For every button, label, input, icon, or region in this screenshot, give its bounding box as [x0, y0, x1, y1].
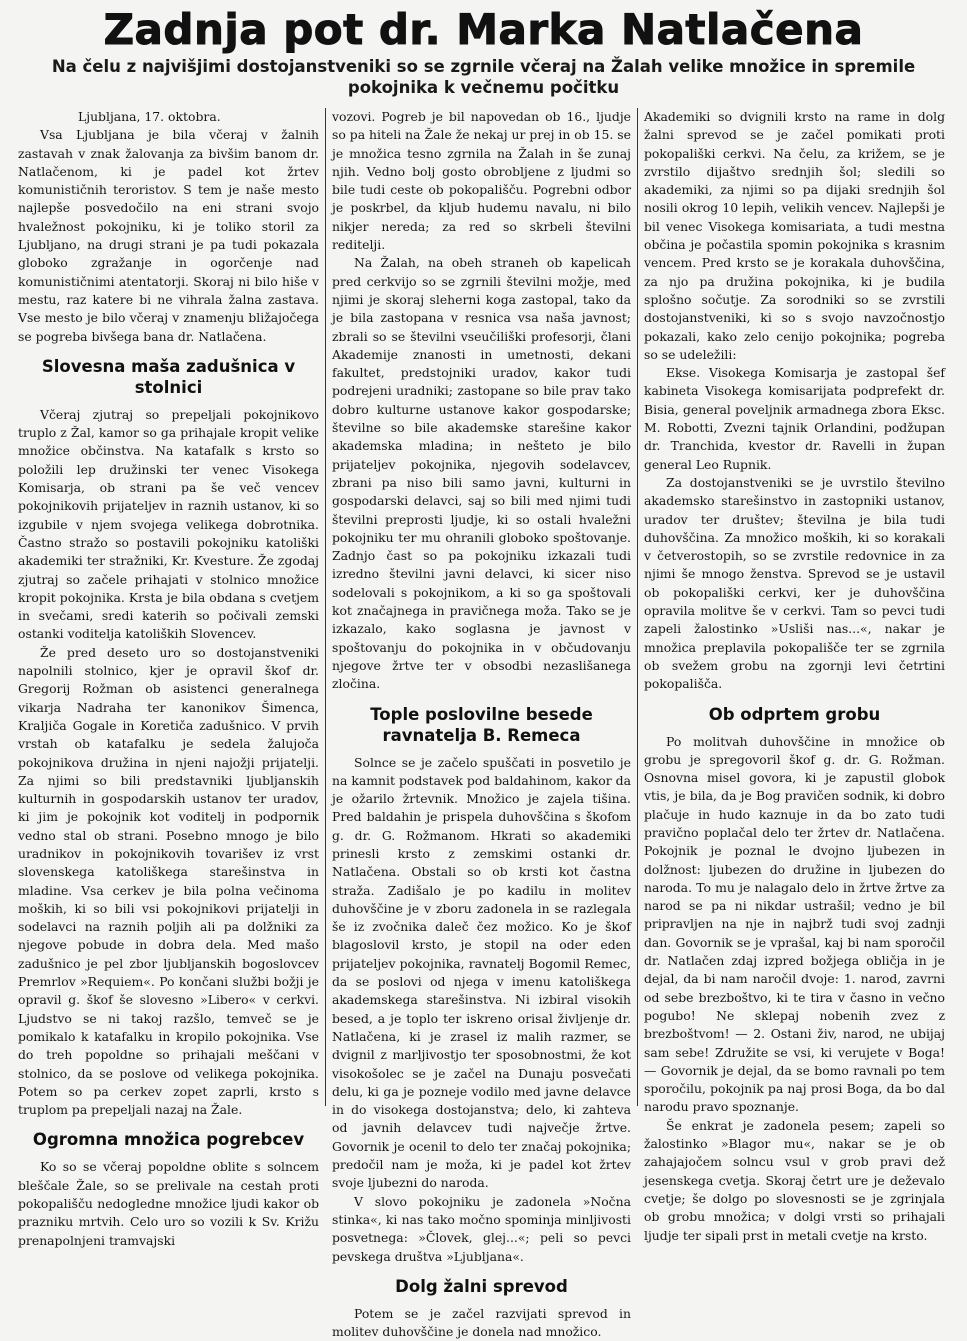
paragraph: V slovo pokojniku je zadonela »Nočna stinka«, ki nas tako močno spominja minljivosti posvetnega: »Človek, glej...«; peli so pevci pevskega društva »Ljubljana«. [332, 1193, 631, 1264]
paragraph: Po molitvah duhovščine in množice ob grobu je spregovoril škof g. dr. G. Rožman. Osnovna misel govora, ki je zapustil globok vtis, je bila, da je Bog pravičen sodnik, ki dobro plačuje in hudo kaznuje in da bo zato tudi pravično poplačal delo ter žrtev dr. Natlačena. Pokojnik je poznal le dvojno ljubezen in dolžnost: ljubezen do družine in ljubezen do naroda. To mu je nalagalo delo in žrtve žrtve za narod se pa ni nikdar ustrašil; vedno je bil pripravljen na nje in najbrž tudi svoj zadnji dan. Govornik se je vprašal, kaj bi nam sporočil dr. Natlačen zdaj izpred božjega obličja in je dejal, da bi nam naročil dvoje: 1. narod, zavrni od sebe brezboštvo, ki te tira v časno in večno pogubo! Ne sklepaj nobenih zvez z brezboštvom! — 2. Ostani živ, narod, ne ubijaj sam sebe! Združite se vsi, ki verujete v Boga! — Govornik je dejal, da se bomo ravnali po tem sporočilu, pokojnik pa naj prosi Boga, da bo dal narodu pravo spoznanje. [644, 733, 945, 1115]
paragraph: Akademiki so dvignili krsto na rame in dolg žalni sprevod se je začel pomikati proti pokopališki cerkvi. Na čelu, za križem, se je zvrstilo dijaštvo srednjih šol; sledili so akademiki, za njimi so pa dijaki srednjih šol nosili okrog 10 lepih, velikih vencev. Najlepši je bil venec Visokega komisariata, a tudi mestna občina je počastila spomin pokojnika s krasnim vencem. Pred krsto se je korakala duhovščina, za njo pa družina pokojnika, ki je budila splošno sočutje. Za sorodniki so se zvrstili dostojanstveniki, ki so s svojo navzočnostjo pokazali, kako zelo cenijo pokojnika; pogreba so se udeležili: [644, 109, 945, 362]
section-heading: Slovesna maša zadušnica v stolnici [41, 356, 296, 397]
column-1 [12, 108, 325, 1248]
paragraph: vozovi. Pogreb je bil napovedan ob 16., ljudje so pa hiteli na Žale že nekaj ur prej in ob 15. se je množica tesno zgrnila na Žalah in še zunaj njih. Vedno bolj gosto obrobljene z ljudmi so bile tudi ceste ob pokopališču. Pogrebni odbor je poskrbel, da kljub hudemu navalu, ni bilo nikjer nereda; za red so skrbeli številni reditelji. [332, 109, 631, 253]
paragraph: Včeraj zjutraj so prepeljali pokojnikovo truplo z Žal, kamor so ga prihajale kropit velike množice občinstva. Na katafalk s krsto so položili lep družinski ter venec Visokega Komisarja, ob strani pa še več vencev pokojnikovih prijateljev in raznih ustanov, ki so izgubile v njem svojega velikega dobrotnika. Častno stražo so postavili pokojniku katoliški akademiki ter stražniki, Kr. Kvesture. Že zgodaj zjutraj so začele prihajati v stolnico množice kropit pokojnika. Krsta je bila obdana s cvetjem in svečami, sredi katerih so počivali zemski ostanki voditelja katoliških Slovencev. [18, 406, 319, 642]
paragraph: Potem se je začel razvijati sprevod in molitev duhovščine je donela nad množico. [332, 1305, 631, 1340]
column-2 [325, 108, 638, 1340]
paragraph: Ko so se včeraj popoldne oblite s solncem bleščale Žale, so se prelivale na cestah proti pokopališču nedogledne množice ljudi kakor ob prazniku mrtvih. Celo uro so vozili k Sv. Križu prenapolnjeni tramvajski [18, 1159, 319, 1248]
section-heading: Ogromna množica pogrebcev [32, 1130, 305, 1150]
paragraph: Še enkrat je zadonela pesem; zapeli so žalostinko »Blagor mu«, nakar se je ob zahajajočem solncu vsul v grob pravi dež jesenskega cvetja. Skoraj četrt ure je deževalo cvetje; še dolgo po slovesnosti se je zgrinjala ob grobu množica; v dolgi vrsti so prihajali ljudje ter sipali prst in metali cvetje na krsto. [644, 1117, 945, 1243]
section-heading: Ob odprtem grobu [708, 704, 881, 724]
paragraph: Na Žalah, na obeh straneh ob kapelicah pred cerkvijo so se zgrnili številni možje, med njimi je skoraj sleherni koga zastopal, tako da je bila zastopana v resnica vsa naša javnost; zbrali so se številni vseučiliški profesorji, člani Akademije znanosti in umetnosti, dekani fakultet, predstojniki uradov, kakor tudi podrejeni uradniki; zastopane so bile prav tako dobro kulturne ustanove kakor gospodarske; številne so bile akademske starešine kakor akademska mladina; in nešteto je bilo prijateljev pokojnika, njegovih sodelavcev, zbrani pa niso bili samo javni, kulturni in gospodarski delavci, saj so bili med njimi tudi številni preprosti ljudje, ki so ostali hvaležni pokojniku ter mu ohranili globoko spoštovanje. Zadnjo čast so pa pokojniku izkazali tudi izredno številni javni delavci, ki sicer niso sodelovali s pokojnikom, a ki so ga spoštovali kot značajnega in pravičnega moža. Tako se je izkazalo, kako soglasna je javnost v spoštovanju do pokojnika in v občudovanju njegove žrtve ter v obsodbi nezaslišanega zločina. [332, 255, 631, 692]
paragraph: Za dostojanstveniki se je uvrstilo številno akademsko starešinstvo in zastopniki ustanov, uradov ter društev; številna je bila tudi duhovščina. Za množico moških, ki so korakali v četverostopih, so se zvrstile redovnice in za njimi še mnogo ženstva. Sprevod se je ustavil ob pokopališki cerkvi, ker je duhovščina opravila molitve še v cerkvi. Tam so pevci tudi zapeli žalostinko »Usliši nas...«, nakar je množica preplavila pokopališče ter se zgrnila ob svežem grobu na zgornji levi četrtini pokopališča. [644, 474, 945, 692]
paragraph: Ekse. Visokega Komisarja je zastopal šef kabineta Visokega komisarijata podprefekt dr. Bisia, general poveljnik armadnega zbora Eksc. M. Robotti, Zvezni tajnik Orlandini, podžupan dr. Tranchida, kvestor dr. Ravelli in župan general Leo Rupnik. [644, 365, 945, 472]
paragraph: Že pred deseto uro so dostojanstveniki napolnili stolnico, kjer je opravil škof dr. Gregorij Rožman ob asistenci generalnega vikarja Nadraha ter kanonikov Šimenca, Kraljiča Gogale in Koretiča zadušnico. V prvih vrstah ob katafalku je sedela žalujoča pokojnikova družina in njeni najožji prijatelji. Za njimi so bili predstavniki ljubljanskih kulturnih in gospodarskih ustanov ter uradov, ki jim je pokojnik kot voditelj in podpornik vedno stal ob strani. Posebno mnogo je bilo uradnikov in pokojnikovih tovarišev iz vrst slovenskega katoliškega starešinstva in mladine. Vsa cerkev je bila polna večinoma moških, ki so bili vsi pokojnikovi prijatelji in sodelavci na raznih poljih ali pa dolžniki za njegove pobude in dobra dela. Med mašo zadušnico je pel zbor ljubljanskih bogoslovcev Premrlov »Requiem«. Po končani službi božji je opravil g. škof še slovesno »Libero« v cerkvi. Ljudstvo se ni takoj razšlo, temveč se je pomikalo k katafalku in kropilo pokojnika. Vse do treh popoldne so prihajali meščani v stolnico, da se poslove od velikega pokojnika. Potem so pa cerkev zopet zaprli, krsto s truplom pa prepeljali nazaj na Žale. [18, 644, 319, 1118]
column-3 [638, 108, 951, 1243]
section-heading: Dolg žalni sprevod [395, 1276, 568, 1296]
section-heading: Tople poslovilne besede ravnatelja B. Remeca [370, 704, 593, 745]
paragraph: Solnce se je začelo spuščati in posvetilo je na kamnit podstavek pod baldahinom, kakor da je ožarilo žrtevnik. Množico je zajela tišina. Pred baldahin je prispela duhovščina s škofom g. dr. G. Rožmanom. Hkrati so akademiki prinesli krsto z zemskimi ostanki dr. Natlačena. Obstali so ob krsti kot častna straža. Zadišalo je po kadilu in molitev duhovščine je v zboru zadonela in se razlegala še iz zvočnika daleč čez možico. Ko je škof blagoslovil krsto, je stopil na oder eden prijateljev pokojnika, ravnatelj Bogomil Remec, da se poslovi od njega v imenu katoliškega akademskega starešinstva. Ni izbiral visokih besed, a je toplo ter iskreno orisal življenje dr. Natlačena, ki je zrasel iz malih razmer, se dvignil z marljivostjo ter sposobnostmi, že kot visokošolec se je začel na Dunaju posvečati delu, ki ga je pozneje vodilo med javne delavce in do visokega dostojanstva; delo, ki zahteva od javnih delavcev tudi največje žrtve. Govornik je ocenil to delo ter značaj pokojnika; predočil nam je moža, ki je padel kot žrtev svoje ljubezni do naroda. [332, 754, 631, 1191]
dateline: Ljubljana, 17. oktobra. [78, 109, 221, 124]
paragraph: Vsa Ljubljana je bila včeraj v žalnih zastavah v znak žalovanja za bivšim banom dr. Natlačenom, ki je padel kot žrtev komunističnih teroristov. S tem je naše mesto najlepše posvedočilo na eni strani svojo hvaležnost pokojniku, ki je toliko storil za Ljubljano, na drugi strani je pa tudi pokazala globoko zgražanje in ogorčenje nad komunističnimi atentatorji. Skoraj ni bilo hiše v mestu, raz katere bi ne vihrala žalna zastava. Vse mesto je bilo včeraj v znamenju bližajočega se pogreba bivšega bana dr. Natlačena. [18, 127, 319, 344]
headline: Zadnja pot dr. Marka Natlačena [103, 5, 864, 54]
article-columns [12, 108, 959, 1340]
subheadline: Na čelu z najvišjimi dostojanstveniki so se zgrnile včeraj na Žalah velike množice in spremile pokojnika k večnemu počitku [51, 57, 916, 97]
